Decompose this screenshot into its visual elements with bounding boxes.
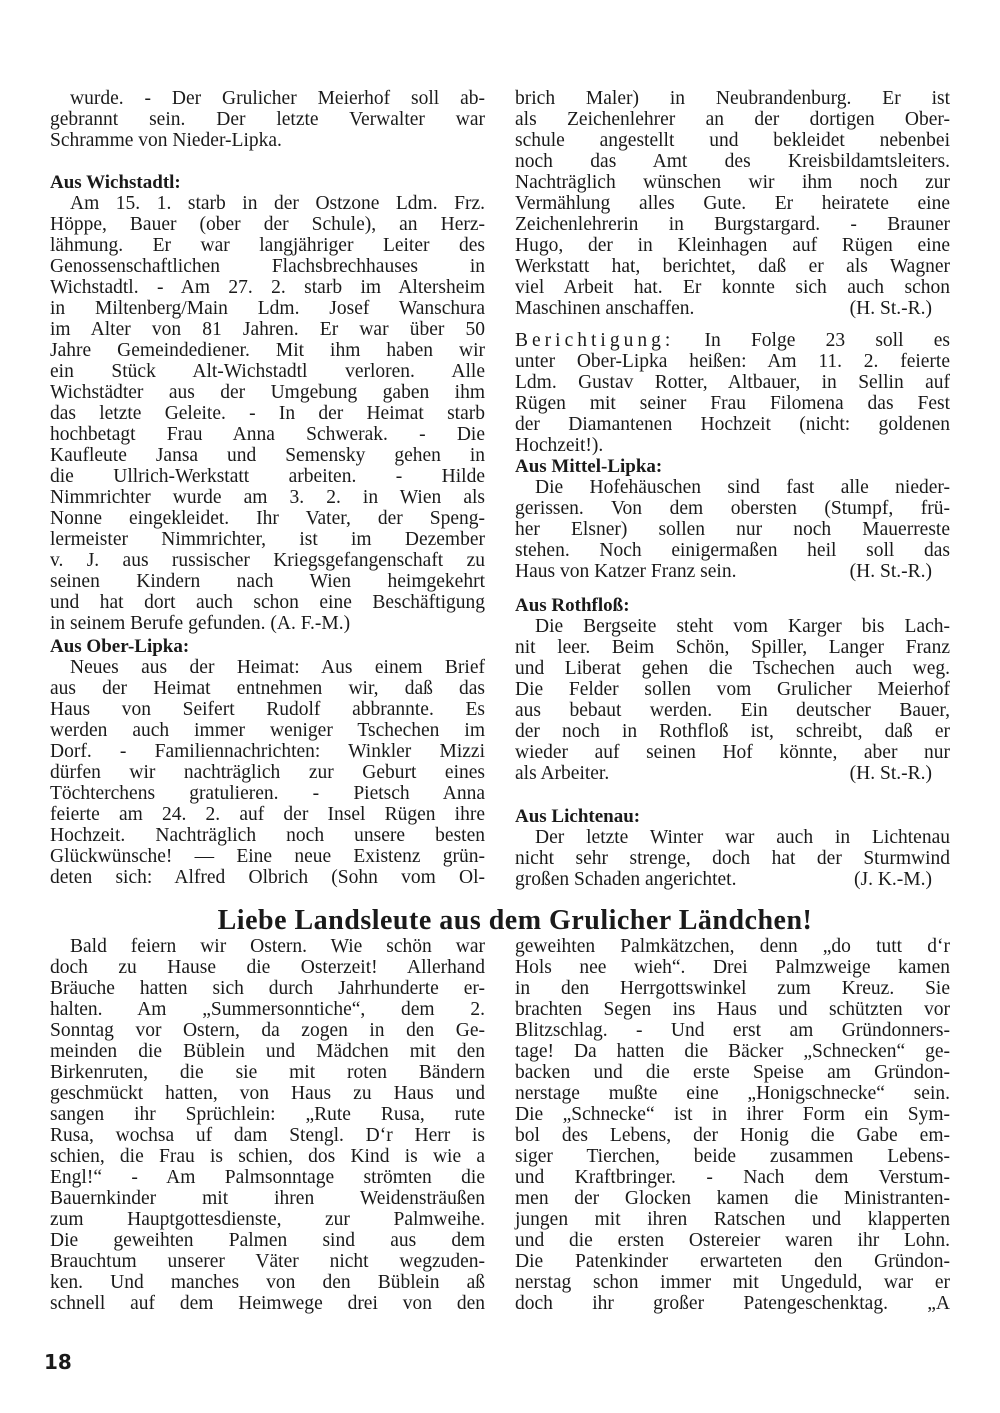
text-line (50, 109, 485, 130)
text-line (515, 978, 950, 999)
line-text: Die Bergseite steht vom Karger bis Lach- (535, 616, 950, 637)
line-text: Nachträglich wünschen wir ihm noch zur (515, 172, 950, 193)
text-line (515, 721, 950, 742)
text-line (515, 351, 950, 372)
line-text: Nimmrichter wurde am 3. 2. in Wien als (50, 487, 485, 508)
line-text: tage! Da hatten die Bäcker „Schnecken“ ge- (515, 1041, 950, 1062)
text-line (50, 424, 485, 445)
text-line (50, 936, 485, 957)
text-line (515, 540, 950, 561)
text-line (50, 1125, 485, 1146)
text-line (50, 1083, 485, 1104)
text-line (50, 403, 485, 424)
line-text: Neues aus der Heimat: Aus einem Brief (70, 657, 485, 678)
line-text: in Miltenberg/Main Ldm. Josef Wanschura (50, 298, 485, 319)
line-text: Hochzeit!). (515, 435, 604, 456)
line-text: seinen Kindern nach Wien heimgekehrt (50, 571, 485, 592)
line-text: Hols nee wieh“. Drei Palmzweige kamen (515, 957, 950, 978)
line-text: Maschinen anschaffen. (515, 298, 695, 319)
text-line (515, 742, 950, 763)
text-line (50, 487, 485, 508)
line-text: Werkstatt hat, berichtet, daß er als Wagner (515, 256, 950, 277)
text-line (515, 616, 950, 637)
text-line (515, 848, 950, 869)
line-text: der Diamantenen Hochzeit (nicht: goldenen (515, 414, 950, 435)
text-line (515, 561, 950, 582)
continuation-paragraph (50, 88, 485, 151)
line-text: Am 15. 1. starb in der Ostzone Ldm. Frz. (70, 193, 485, 214)
text-line (515, 414, 950, 435)
text-line (50, 1293, 485, 1314)
line-text: werden auch immer weniger Tschechen im (50, 720, 485, 741)
line-text: in den Herrgottswinkel zum Kreuz. Sie (515, 978, 950, 999)
line-text: schnell auf dem Heimwege drei von den (50, 1293, 485, 1314)
author-signature: (H. St.-R.) (849, 298, 932, 319)
text-line (50, 825, 485, 846)
line-text: Genossenschaftlichen Flachsbrechhauses in (50, 256, 485, 277)
continuation-paragraph-right (515, 88, 950, 319)
text-line (515, 1062, 950, 1083)
section-heading-wichstadtl: Aus Wichstadtl: (50, 172, 181, 193)
correction-body (515, 351, 950, 456)
text-line (50, 1062, 485, 1083)
text-line (50, 1041, 485, 1062)
line-text: und Kraftbringer. - Nach dem Verstum- (515, 1167, 950, 1188)
text-line (50, 508, 485, 529)
text-line (515, 763, 950, 784)
line-text: Haus von Katzer Franz sein. (515, 561, 737, 582)
text-line (515, 1125, 950, 1146)
line-text: Vermählung alles Gute. Er heiratete eine (515, 193, 950, 214)
line-text: gerissen. Von dem obersten (Stumpf, frü- (515, 498, 950, 519)
line-text: nerstage mußte eine „Honigschnecke“ sein. (515, 1083, 950, 1104)
text-line (515, 1146, 950, 1167)
line-text: und hat dort auch schon eine Beschäftigung (50, 592, 485, 613)
text-line (515, 936, 950, 957)
line-text: siger Tierchen, beide zusammen Lebens- (515, 1146, 950, 1167)
text-line (50, 445, 485, 466)
section-heading-rothfloss: Aus Rothfloß: (515, 595, 630, 616)
line-text: hochbetagt Frau Anna Schwerak. - Die (50, 424, 485, 445)
text-line (515, 519, 950, 540)
line-text: Kaufleute Jansa und Semensky gehen in (50, 445, 485, 466)
line-text: Die „Schnecke“ ist in ihrer Form ein Sym- (515, 1104, 950, 1125)
text-line (50, 978, 485, 999)
line-text: aus der Heimat entnehmen wir, daß das (50, 678, 485, 699)
text-line (515, 498, 950, 519)
text-line (515, 1293, 950, 1314)
line-text: doch ihr großer Patengeschenktag. „A (515, 1293, 950, 1314)
line-text: stehen. Noch einigermaßen heil soll das (515, 540, 950, 561)
line-text: Jahre Gemeindediener. Mit ihm haben wir (50, 340, 485, 361)
text-line (515, 372, 950, 393)
text-line (515, 435, 950, 456)
text-line (50, 319, 485, 340)
text-line (50, 999, 485, 1020)
article-right-column (515, 936, 950, 1314)
text-line (50, 88, 485, 109)
paragraph-mittel-lipka (515, 477, 950, 582)
line-text: Bräuche hatten sich durch Jahrhunderte er- (50, 978, 485, 999)
text-line (50, 678, 485, 699)
text-line (50, 130, 485, 151)
text-line (515, 1251, 950, 1272)
text-line (515, 151, 950, 172)
text-line (515, 330, 950, 351)
line-text: meinden die Büblein und Mädchen mit den (50, 1041, 485, 1062)
text-line (50, 340, 485, 361)
text-line (515, 658, 950, 679)
line-text: jungen mit ihren Ratschen und klapperten (515, 1209, 950, 1230)
line-text: Bald feiern wir Ostern. Wie schön war (70, 936, 485, 957)
line-text: deten sich: Alfred Olbrich (Sohn vom Ol- (50, 867, 485, 888)
text-line (515, 1188, 950, 1209)
text-line (50, 613, 485, 634)
line-text: nicht sehr strenge, doch hat der Sturmwind (515, 848, 950, 869)
line-text: Haus von Seifert Rudolf abbrannte. Es (50, 699, 485, 720)
section-heading-ober-lipka: Aus Ober-Lipka: (50, 636, 190, 657)
line-text: großen Schaden angerichtet. (515, 869, 737, 890)
line-text: halten. Am „Summersonntiche“, dem 2. (50, 999, 485, 1020)
line-text: im Alter von 81 Jahren. Er war über 50 (50, 319, 485, 340)
text-line (50, 867, 485, 888)
text-line (50, 1146, 485, 1167)
text-line (515, 999, 950, 1020)
line-text: lermeister Nimmrichter, ist im Dezember (50, 529, 485, 550)
article-paragraph-right (515, 936, 950, 1314)
line-text: Glückwünsche! — Eine neue Existenz grün- (50, 846, 485, 867)
line-text: Die geweihten Palmen sind aus dem (50, 1230, 485, 1251)
text-line (50, 720, 485, 741)
text-line (515, 1041, 950, 1062)
line-text: schien, die Frau is schien, dos Kind is wie a (50, 1146, 485, 1167)
text-line (50, 657, 485, 678)
line-text: Schramme von Nieder-Lipka. (50, 130, 282, 151)
text-line (515, 1020, 950, 1041)
text-line (515, 256, 950, 277)
text-line (50, 277, 485, 298)
text-line (50, 1167, 485, 1188)
section-heading-lichtenau: Aus Lichtenau: (515, 806, 641, 827)
text-line (515, 298, 950, 319)
line-text: als Arbeiter. (515, 763, 610, 784)
text-line (515, 1230, 950, 1251)
line-text: geweihten Palmkätzchen, denn „do tutt d‘r (515, 936, 950, 957)
text-line (50, 466, 485, 487)
text-line (50, 235, 485, 256)
line-text: Zeichenlehrerin in Burgstargard. - Brauner (515, 214, 950, 235)
line-text: Blitzschlag. - Und erst am Gründonners- (515, 1020, 950, 1041)
text-line (515, 637, 950, 658)
line-text: her Elsner) sollen nur noch Mauerreste (515, 519, 950, 540)
line-text: in seinem Berufe gefunden. (A. F.-M.) (50, 613, 351, 634)
text-line (50, 1251, 485, 1272)
line-text: schule angestellt und bekleidet nebenbei (515, 130, 950, 151)
text-line (50, 193, 485, 214)
text-line (515, 393, 950, 414)
text-line (50, 846, 485, 867)
line-text: ken. Und manches von den Büblein aß (50, 1272, 485, 1293)
text-line (515, 235, 950, 256)
article-title: Liebe Landsleute aus dem Grulicher Ländchen! (217, 905, 813, 936)
line-text: backen und die erste Speise am Gründon- (515, 1062, 950, 1083)
line-text: aus bebaut werden. Ein deutscher Bauer, (515, 700, 950, 721)
line-text: men der Glocken kamen die Ministranten- (515, 1188, 950, 1209)
text-line (50, 214, 485, 235)
author-signature: (J. K.-M.) (854, 869, 932, 890)
line-text: Brauchtum unserer Väter nicht wegzuden- (50, 1251, 485, 1272)
line-text: gebrannt sein. Der letzte Verwalter war (50, 109, 485, 130)
line-text: Nonne eingekleidet. Ihr Vater, der Speng- (50, 508, 485, 529)
page-number: 18 (44, 1350, 72, 1374)
line-text: geschmückt hatten, von Haus zu Haus und (50, 1083, 485, 1104)
line-text: und Liberat gehen die Tschechen auch weg. (515, 658, 950, 679)
correction-label: Berichtigung: (515, 330, 675, 351)
text-line (50, 741, 485, 762)
line-text: Die Felder sollen vom Grulicher Meierhof (515, 679, 950, 700)
text-line (515, 172, 950, 193)
line-text: das letzte Geleite. - In der Heimat starb (50, 403, 485, 424)
text-line (50, 1104, 485, 1125)
line-text: Rügen mit seiner Frau Filomena das Fest (515, 393, 950, 414)
paragraph-wichstadtl (50, 193, 485, 634)
line-text: lähmung. Er war langjähriger Leiter des (50, 235, 485, 256)
text-line (515, 1083, 950, 1104)
line-text: Der letzte Winter war auch in Lichtenau (535, 827, 950, 848)
text-line (50, 1020, 485, 1041)
text-line (50, 529, 485, 550)
text-line (50, 762, 485, 783)
line-text: Sonntag vor Ostern, da zogen in den Ge- (50, 1020, 485, 1041)
text-line (515, 214, 950, 235)
text-line (515, 1209, 950, 1230)
line-text: bol des Lebens, der Honig die Gabe em- (515, 1125, 950, 1146)
text-line (515, 679, 950, 700)
text-line (50, 361, 485, 382)
text-line (50, 550, 485, 571)
line-text: sangen ihr Sprüchlein: „Rute Rusa, rute (50, 1104, 485, 1125)
line-text: zum Hauptgottesdienste, zur Palmweihe. (50, 1209, 485, 1230)
line-text: Rusa, wochsa uf dam Stengl. D‘r Herr is (50, 1125, 485, 1146)
text-line (50, 804, 485, 825)
author-signature: (H. St.-R.) (849, 763, 932, 784)
line-text: Hochzeit. Nachträglich noch unsere besten (50, 825, 485, 846)
line-text: Wichstadtl. - Am 27. 2. starb im Altersheim (50, 277, 485, 298)
text-line (515, 109, 950, 130)
correction-notice (515, 330, 950, 456)
text-line (515, 1167, 950, 1188)
text-line (515, 477, 950, 498)
paragraph-rothfloss (515, 616, 950, 784)
line-text: viel Arbeit hat. Er konnte sich auch schon (515, 277, 950, 298)
text-line (50, 1209, 485, 1230)
text-line (515, 957, 950, 978)
line-text: dürfen wir nachträglich zur Geburt eines (50, 762, 485, 783)
text-line (515, 193, 950, 214)
line-text: Wichstädter aus der Umgebung gaben ihm (50, 382, 485, 403)
paragraph-ober-lipka (50, 657, 485, 888)
line-text: v. J. aus russischer Kriegsgefangenschaft zu (50, 550, 485, 571)
line-text: nit leer. Beim Schön, Spiller, Langer Franz (515, 637, 950, 658)
right-column (515, 88, 950, 890)
line-text: Die Hofehäuschen sind fast alle nieder- (535, 477, 950, 498)
line-text: noch das Amt des Kreisbildamtsleiters. (515, 151, 950, 172)
line-text: Birkenruten, die sie mit roten Bändern (50, 1062, 485, 1083)
line-text: doch zu Hause die Osterzeit! Allerhand (50, 957, 485, 978)
line-text: brachten Segen ins Haus und schützten vor (515, 999, 950, 1020)
line-text: unter Ober-Lipka heißen: Am 11. 2. feierte (515, 351, 950, 372)
text-line (50, 256, 485, 277)
text-line (50, 699, 485, 720)
paragraph-lichtenau (515, 827, 950, 890)
text-line (50, 1188, 485, 1209)
line-text: wurde. - Der Grulicher Meierhof soll ab- (70, 88, 485, 109)
text-line (50, 957, 485, 978)
line-text: Töchterchens gratulieren. - Pietsch Anna (50, 783, 485, 804)
text-line (515, 827, 950, 848)
left-column (50, 88, 485, 888)
text-line (50, 783, 485, 804)
line-text: ein Stück Alt-Wichstadtl verloren. Alle (50, 361, 485, 382)
text-line (50, 382, 485, 403)
text-line (515, 88, 950, 109)
line-text: als Zeichenlehrer an der dortigen Ober- (515, 109, 950, 130)
text-line (515, 277, 950, 298)
correction-first-line: In Folge 23 soll es (704, 330, 950, 351)
text-line (515, 1104, 950, 1125)
line-text: der noch in Rothfloß ist, schreibt, daß er (515, 721, 950, 742)
line-text: Engl!“ - Am Palmsonntage strömten die (50, 1167, 485, 1188)
line-text: wieder auf seinen Hof könnte, aber nur (515, 742, 950, 763)
text-line (515, 130, 950, 151)
line-text: feierte am 24. 2. auf der Insel Rügen ihre (50, 804, 485, 825)
line-text: Hugo, der in Kleinhagen auf Rügen eine (515, 235, 950, 256)
line-text: nerstag schon immer mit Ungeduld, war er (515, 1272, 950, 1293)
text-line (50, 1272, 485, 1293)
line-text: brich Maler) in Neubrandenburg. Er ist (515, 88, 950, 109)
line-text: die Ullrich-Werkstatt arbeiten. - Hilde (50, 466, 485, 487)
article-paragraph-left (50, 936, 485, 1314)
line-text: und die ersten Ostereier waren ihr Lohn. (515, 1230, 950, 1251)
line-text: Ldm. Gustav Rotter, Altbauer, in Sellin auf (515, 372, 950, 393)
text-line (515, 1272, 950, 1293)
line-text: Höppe, Bauer (ober der Schule), an Herz- (50, 214, 485, 235)
text-line (50, 592, 485, 613)
text-line (50, 1230, 485, 1251)
text-line (515, 869, 950, 890)
text-line (515, 700, 950, 721)
section-heading-mittel-lipka: Aus Mittel-Lipka: (515, 456, 663, 477)
line-text: Bauernkinder mit ihren Weidensträußen (50, 1188, 485, 1209)
line-text: Dorf. - Familiennachrichten: Winkler Mizzi (50, 741, 485, 762)
author-signature: (H. St.-R.) (849, 561, 932, 582)
text-line (50, 298, 485, 319)
text-line (50, 571, 485, 592)
line-text: Die Patenkinder erwarteten den Gründon- (515, 1251, 950, 1272)
article-left-column (50, 936, 485, 1314)
